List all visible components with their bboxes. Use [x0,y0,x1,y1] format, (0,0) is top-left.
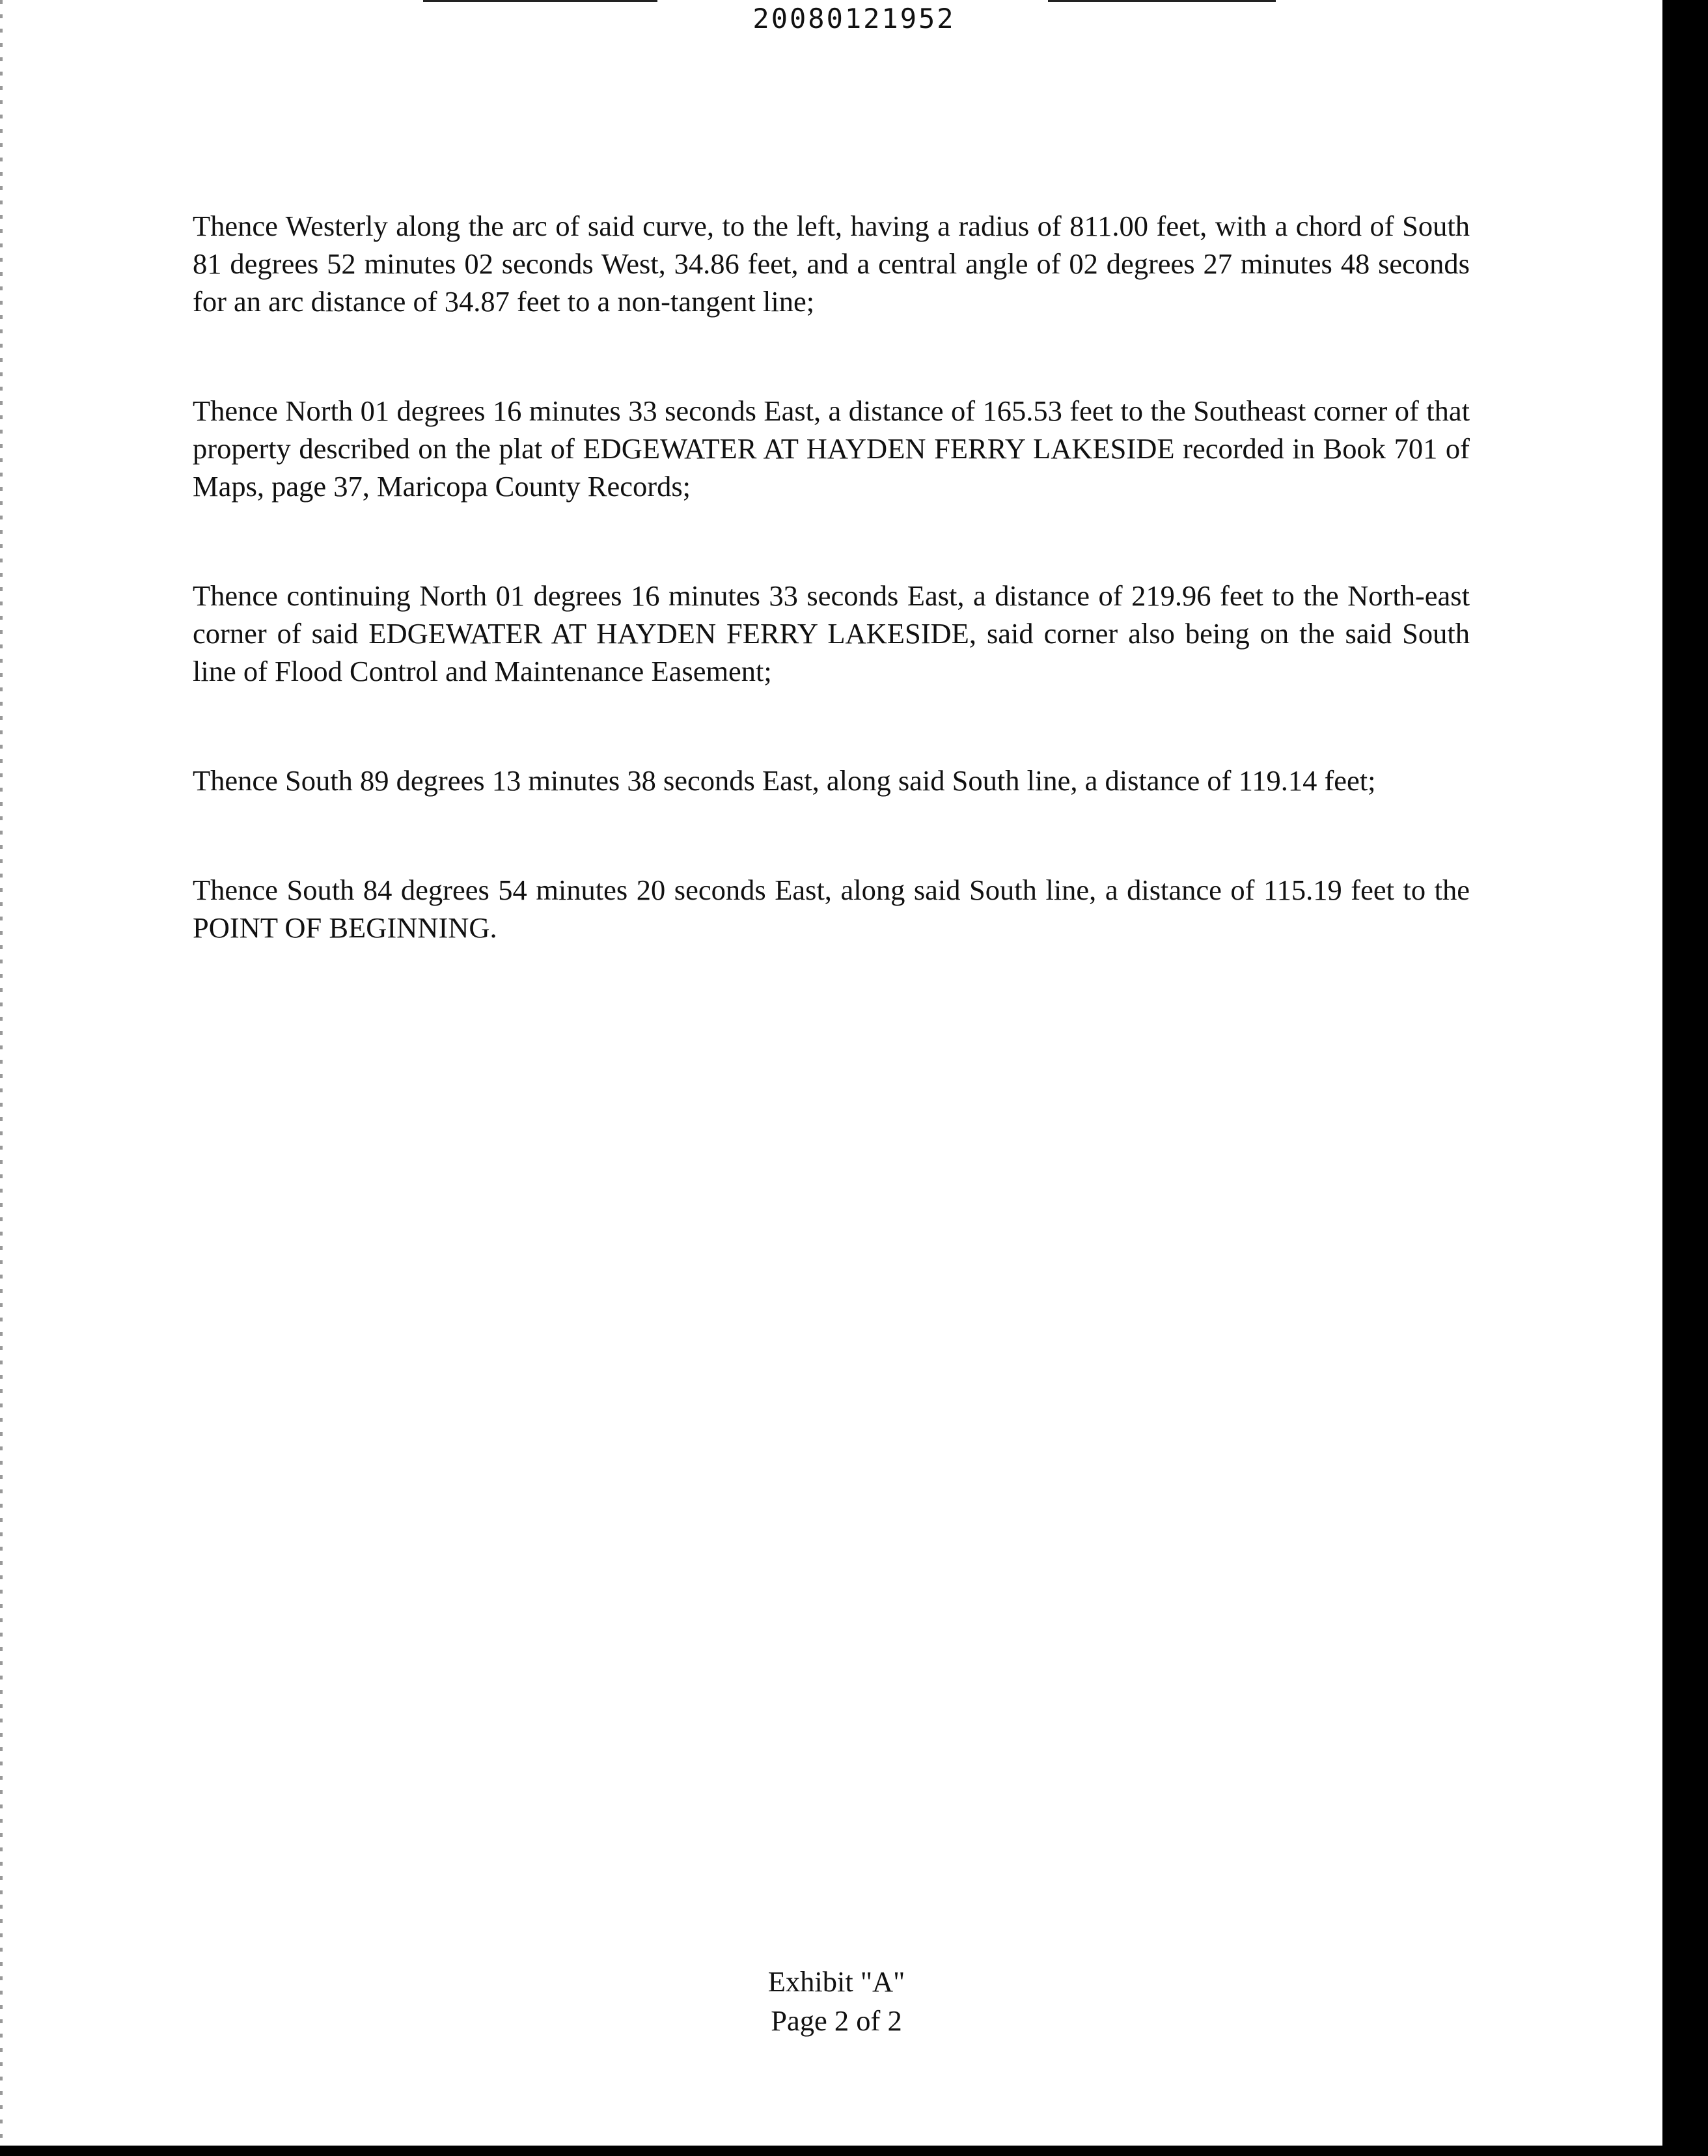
paragraph-arc-curve: Thence Westerly along the arc of said curve, to the left, having a radius of 811.00 feet, with a chord of South 81 degrees 52 minutes 02 seconds West, 34.86 feet, and a central angle of 02 degrees 27 minutes 48 seconds for an arc distance of 34.87 feet to a non-tangent line; [193,210,1470,318]
paragraph-south-84: Thence South 84 degrees 54 minutes 20 seconds East, along said South line, a distance of 115.19 feet to the POINT OF BEGINNING. [193,874,1470,944]
exhibit-label: Exhibit "A" [767,1965,905,1998]
document-number: 20080121952 [752,3,956,35]
top-rule-left [423,0,657,2]
page-number: Page 2 of 2 [771,2004,902,2037]
scan-bottom-border [0,2146,1708,2156]
top-rule-right [1048,0,1276,2]
scan-left-edge [0,0,3,2156]
paragraph-north-165: Thence North 01 degrees 16 minutes 33 seconds East, a distance of 165.53 feet to the Southeast corner of that property described on the plat of EDGEWATER AT HAYDEN FERRY LAKESIDE recorded in Book 701 of Maps, page 37, Maricopa County Records; [193,394,1470,503]
paragraph-south-89: Thence South 89 degrees 13 minutes 38 seconds East, along said South line, a distance of 119.14 feet; [193,764,1376,797]
scan-right-border [1662,0,1708,2156]
page-footer [0,1962,1673,2040]
legal-description [193,207,1470,947]
paragraph-north-219: Thence continuing North 01 degrees 16 minutes 33 seconds East, a distance of 219.96 feet to the North-east corner of said EDGEWATER AT HAYDEN FERRY LAKESIDE, said corner also being on the said South line of Flood Control and Maintenance Easement; [193,579,1470,687]
